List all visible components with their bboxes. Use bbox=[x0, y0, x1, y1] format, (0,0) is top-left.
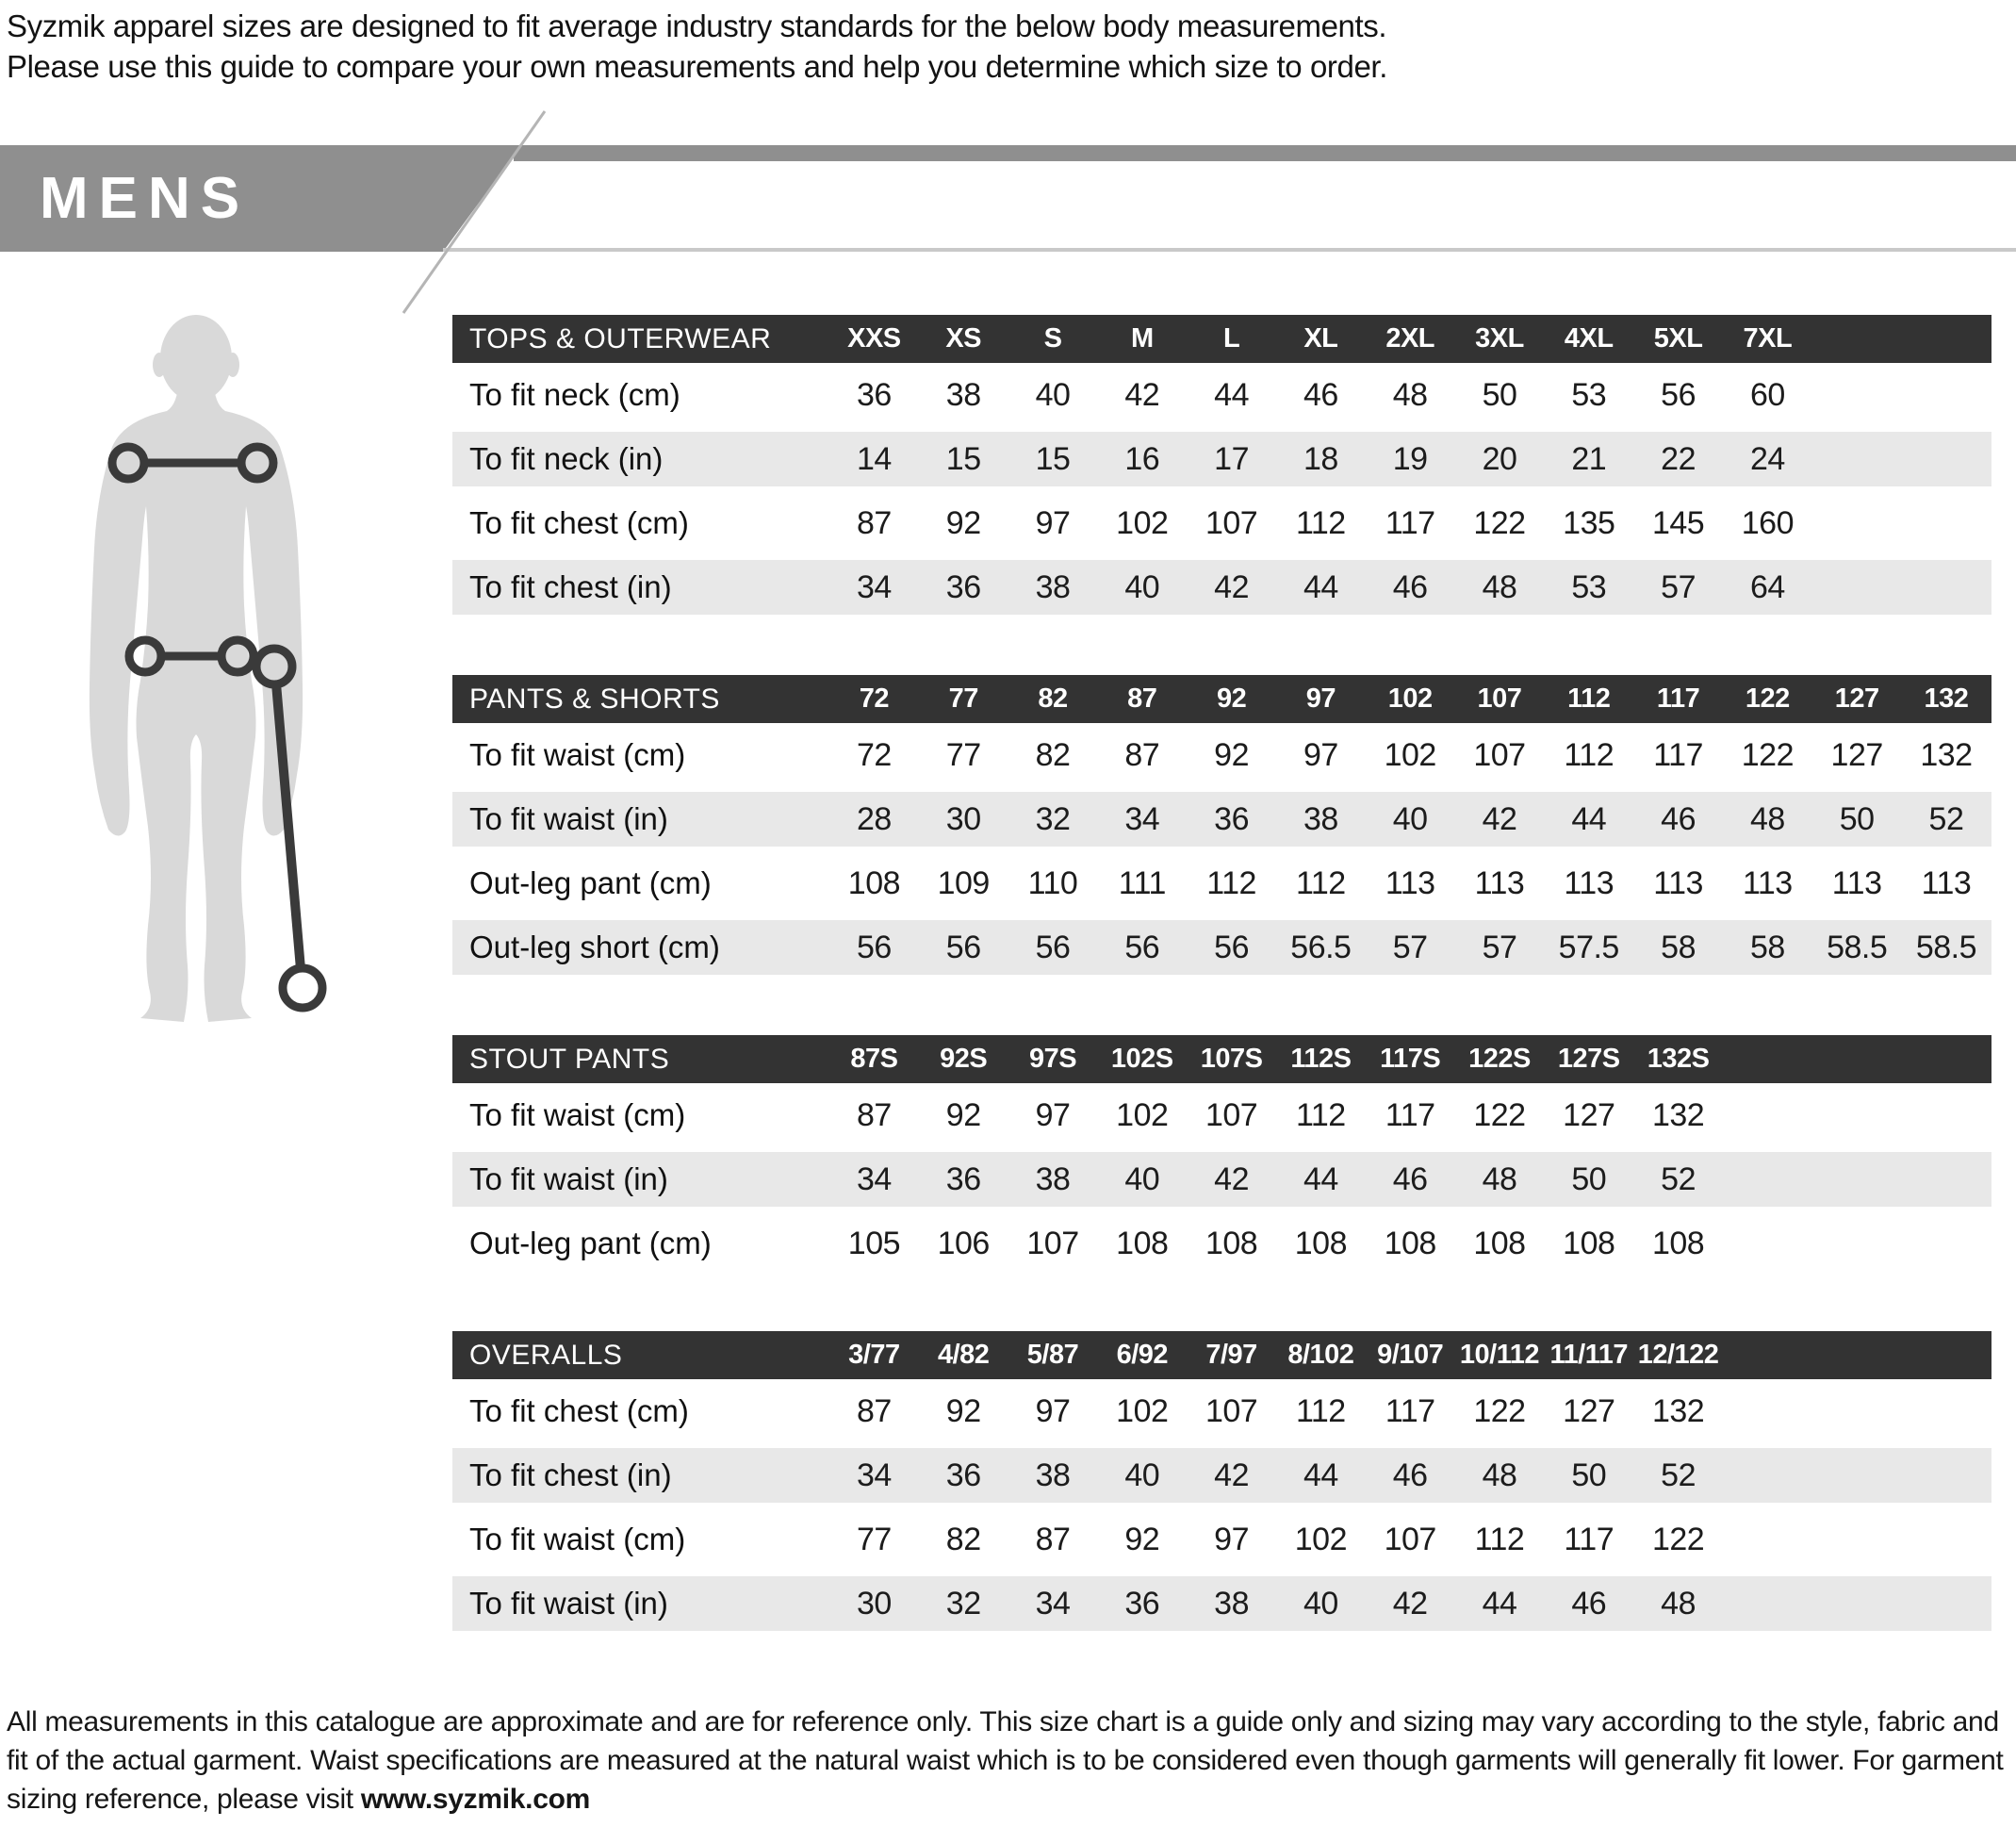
value-cell: 56 bbox=[1214, 929, 1249, 965]
table-row bbox=[452, 1443, 1991, 1507]
size-column-header: 9/107 bbox=[1377, 1340, 1444, 1370]
size-column-header: 3XL bbox=[1475, 323, 1524, 354]
size-column-header: XL bbox=[1303, 323, 1338, 354]
value-cell: 56 bbox=[945, 929, 981, 965]
value-cell: 40 bbox=[1392, 800, 1428, 837]
value-cell: 108 bbox=[847, 864, 901, 901]
value-cell: 111 bbox=[1118, 864, 1166, 901]
size-column-header: 77 bbox=[948, 683, 978, 714]
row-label: To fit chest (in) bbox=[469, 1457, 672, 1492]
value-cell: 30 bbox=[945, 800, 981, 837]
value-cell: 117 bbox=[1385, 1096, 1435, 1133]
size-table-pants-shorts bbox=[452, 675, 1991, 979]
value-cell: 36 bbox=[1214, 800, 1249, 837]
value-cell: 14 bbox=[856, 440, 892, 477]
mens-body-silhouette bbox=[80, 313, 457, 1029]
value-cell: 15 bbox=[1035, 440, 1071, 477]
value-cell: 112 bbox=[1296, 1392, 1346, 1429]
value-cell: 38 bbox=[1035, 1160, 1071, 1197]
value-cell: 46 bbox=[1392, 568, 1428, 605]
value-cell: 122 bbox=[1473, 1392, 1526, 1429]
value-cell: 107 bbox=[1473, 736, 1526, 773]
size-tables bbox=[452, 315, 1991, 1691]
size-column-header: 87S bbox=[850, 1044, 898, 1074]
value-cell: 38 bbox=[1035, 1457, 1071, 1493]
value-cell: 21 bbox=[1571, 440, 1607, 477]
size-column-header: 92 bbox=[1216, 683, 1247, 714]
value-cell: 77 bbox=[856, 1521, 892, 1557]
size-column-header: 3/77 bbox=[848, 1340, 900, 1370]
value-cell: 72 bbox=[856, 736, 892, 773]
value-cell: 46 bbox=[1392, 1457, 1428, 1493]
size-column-header: 97S bbox=[1028, 1044, 1077, 1074]
size-column-header: M bbox=[1130, 323, 1154, 354]
value-cell: 48 bbox=[1482, 1160, 1517, 1197]
value-cell: 108 bbox=[1205, 1225, 1258, 1261]
value-cell: 102 bbox=[1116, 1096, 1169, 1133]
value-cell: 82 bbox=[1035, 736, 1071, 773]
row-label: To fit waist (in) bbox=[469, 801, 668, 836]
size-column-header: 122 bbox=[1745, 683, 1790, 714]
website-url: www.syzmik.com bbox=[360, 1784, 591, 1815]
value-cell: 92 bbox=[945, 1096, 981, 1133]
row-label: To fit waist (in) bbox=[469, 1586, 668, 1621]
table-row bbox=[452, 1379, 1991, 1443]
size-column-header: 8/102 bbox=[1287, 1340, 1354, 1370]
value-cell: 113 bbox=[1743, 864, 1793, 901]
banner-graphics bbox=[0, 145, 2016, 252]
row-label: To fit waist (cm) bbox=[469, 1097, 686, 1132]
table-row bbox=[452, 915, 1991, 979]
row-label: To fit chest (in) bbox=[469, 569, 672, 604]
size-column-header: XXS bbox=[847, 323, 901, 354]
value-cell: 44 bbox=[1571, 800, 1607, 837]
value-cell: 44 bbox=[1303, 1160, 1338, 1197]
size-column-header: 6/92 bbox=[1116, 1340, 1169, 1370]
mens-banner bbox=[0, 145, 2016, 252]
value-cell: 132 bbox=[1651, 1392, 1705, 1429]
size-column-header: 127 bbox=[1834, 683, 1879, 714]
value-cell: 87 bbox=[1035, 1521, 1071, 1557]
value-cell: 38 bbox=[1303, 800, 1338, 837]
value-cell: 117 bbox=[1653, 736, 1703, 773]
value-cell: 42 bbox=[1124, 376, 1160, 413]
value-cell: 50 bbox=[1571, 1160, 1607, 1197]
value-cell: 32 bbox=[945, 1585, 981, 1621]
size-column-header: 127S bbox=[1557, 1044, 1620, 1074]
table-row bbox=[452, 787, 1991, 851]
row-label: To fit waist (in) bbox=[469, 1161, 668, 1196]
table-header-row bbox=[452, 675, 1991, 723]
size-column-header: 2XL bbox=[1385, 323, 1435, 354]
value-cell: 48 bbox=[1482, 1457, 1517, 1493]
value-cell: 113 bbox=[1921, 864, 1972, 901]
size-column-header: XS bbox=[945, 323, 982, 354]
value-cell: 40 bbox=[1124, 1160, 1160, 1197]
size-column-header: 107S bbox=[1200, 1044, 1263, 1074]
table-row bbox=[452, 1083, 1991, 1147]
value-cell: 57 bbox=[1482, 929, 1517, 965]
size-column-header: 72 bbox=[859, 683, 890, 714]
value-cell: 20 bbox=[1482, 440, 1517, 477]
size-column-header: 87 bbox=[1127, 683, 1157, 714]
value-cell: 108 bbox=[1563, 1225, 1615, 1261]
size-column-header: 4/82 bbox=[937, 1340, 990, 1370]
value-cell: 42 bbox=[1482, 800, 1517, 837]
row-label: Out-leg pant (cm) bbox=[469, 865, 712, 900]
intro-text bbox=[7, 6, 1387, 87]
value-cell: 46 bbox=[1571, 1585, 1607, 1621]
table-title: STOUT PANTS bbox=[469, 1043, 670, 1075]
value-cell: 92 bbox=[1214, 736, 1249, 773]
value-cell: 127 bbox=[1563, 1392, 1615, 1429]
value-cell: 56 bbox=[1124, 929, 1160, 965]
value-cell: 87 bbox=[1124, 736, 1160, 773]
value-cell: 52 bbox=[1661, 1160, 1696, 1197]
value-cell: 102 bbox=[1384, 736, 1436, 773]
row-label: Out-leg pant (cm) bbox=[469, 1226, 712, 1260]
table-title: TOPS & OUTERWEAR bbox=[469, 322, 772, 354]
value-cell: 22 bbox=[1661, 440, 1696, 477]
value-cell: 112 bbox=[1296, 504, 1346, 541]
intro-line-1: Syzmik apparel sizes are designed to fit average industry standards for the below body measurements. bbox=[7, 8, 1387, 43]
value-cell: 24 bbox=[1749, 440, 1785, 477]
table-header-row bbox=[452, 315, 1991, 363]
value-cell: 113 bbox=[1831, 864, 1882, 901]
value-cell: 42 bbox=[1214, 1160, 1249, 1197]
table-header-row bbox=[452, 1035, 1991, 1083]
row-label: To fit waist (cm) bbox=[469, 737, 686, 772]
value-cell: 108 bbox=[1651, 1225, 1705, 1261]
value-cell: 87 bbox=[856, 504, 892, 541]
value-cell: 15 bbox=[945, 440, 981, 477]
value-cell: 97 bbox=[1214, 1521, 1249, 1557]
banner-bottom-rule bbox=[443, 248, 2016, 252]
value-cell: 107 bbox=[1205, 504, 1258, 541]
size-column-header: 10/112 bbox=[1459, 1340, 1540, 1370]
value-cell: 97 bbox=[1303, 736, 1338, 773]
table-row bbox=[452, 1211, 1991, 1276]
row-label: To fit chest (cm) bbox=[469, 505, 689, 540]
value-cell: 112 bbox=[1296, 1096, 1346, 1133]
row-label: Out-leg short (cm) bbox=[469, 930, 720, 964]
row-label: To fit neck (cm) bbox=[469, 377, 680, 412]
value-cell: 82 bbox=[945, 1521, 981, 1557]
size-table-stout-pants bbox=[452, 1035, 1991, 1276]
value-cell: 50 bbox=[1839, 800, 1875, 837]
value-cell: 48 bbox=[1661, 1585, 1696, 1621]
value-cell: 48 bbox=[1392, 376, 1428, 413]
row-label: To fit waist (cm) bbox=[469, 1522, 686, 1556]
value-cell: 40 bbox=[1035, 376, 1071, 413]
value-cell: 34 bbox=[856, 1457, 892, 1493]
table-row bbox=[452, 427, 1991, 491]
value-cell: 58.5 bbox=[1915, 929, 1977, 965]
size-column-header: 132S bbox=[1647, 1044, 1710, 1074]
table-row bbox=[452, 491, 1991, 555]
value-cell: 36 bbox=[1124, 1585, 1160, 1621]
value-cell: 42 bbox=[1392, 1585, 1428, 1621]
disclaimer-body: All measurements in this catalogue are approximate and are for reference only. This size chart is a guide only and sizing may vary according to the style, fabric and fit of the actual garment. Waist specifications are measured at the natural waist which is to be considered even though garments will generally fit lower. For garment sizing reference, please visit bbox=[7, 1706, 2004, 1815]
value-cell: 46 bbox=[1661, 800, 1696, 837]
value-cell: 46 bbox=[1392, 1160, 1428, 1197]
value-cell: 44 bbox=[1303, 568, 1338, 605]
table-row bbox=[452, 363, 1991, 427]
size-column-header: 102S bbox=[1110, 1044, 1173, 1074]
value-cell: 109 bbox=[937, 864, 990, 901]
value-cell: 40 bbox=[1303, 1585, 1338, 1621]
value-cell: 112 bbox=[1474, 1521, 1525, 1557]
value-cell: 97 bbox=[1035, 504, 1071, 541]
table-title: OVERALLS bbox=[469, 1339, 623, 1371]
value-cell: 92 bbox=[945, 504, 981, 541]
value-cell: 57 bbox=[1392, 929, 1428, 965]
value-cell: 107 bbox=[1205, 1392, 1258, 1429]
value-cell: 58 bbox=[1749, 929, 1785, 965]
value-cell: 160 bbox=[1741, 504, 1794, 541]
size-table-overalls bbox=[452, 1331, 1991, 1636]
value-cell: 108 bbox=[1473, 1225, 1526, 1261]
value-cell: 57 bbox=[1661, 568, 1696, 605]
value-cell: 117 bbox=[1385, 504, 1435, 541]
size-column-header: 122S bbox=[1468, 1044, 1531, 1074]
size-column-header: S bbox=[1043, 323, 1062, 354]
value-cell: 92 bbox=[1124, 1521, 1160, 1557]
intro-line-2: Please use this guide to compare your own measurements and help you determine which size to order. bbox=[7, 49, 1387, 84]
value-cell: 102 bbox=[1294, 1521, 1347, 1557]
value-cell: 107 bbox=[1026, 1225, 1079, 1261]
value-cell: 17 bbox=[1214, 440, 1249, 477]
value-cell: 107 bbox=[1384, 1521, 1436, 1557]
size-column-header: 117S bbox=[1380, 1044, 1441, 1074]
value-cell: 57.5 bbox=[1558, 929, 1619, 965]
value-cell: 113 bbox=[1385, 864, 1435, 901]
value-cell: 112 bbox=[1564, 736, 1614, 773]
size-column-header: 112 bbox=[1567, 683, 1611, 714]
value-cell: 56 bbox=[1035, 929, 1071, 965]
table-row bbox=[452, 851, 1991, 915]
value-cell: 64 bbox=[1749, 568, 1785, 605]
value-cell: 38 bbox=[1214, 1585, 1249, 1621]
value-cell: 110 bbox=[1027, 864, 1078, 901]
value-cell: 56.5 bbox=[1290, 929, 1352, 965]
value-cell: 48 bbox=[1749, 800, 1785, 837]
value-cell: 145 bbox=[1651, 504, 1705, 541]
banner-title: MENS bbox=[40, 165, 251, 231]
table-row bbox=[452, 1572, 1991, 1636]
size-column-header: 5XL bbox=[1653, 323, 1703, 354]
value-cell: 97 bbox=[1035, 1392, 1071, 1429]
value-cell: 16 bbox=[1124, 440, 1160, 477]
size-column-header: 107 bbox=[1477, 683, 1522, 714]
value-cell: 36 bbox=[856, 376, 892, 413]
value-cell: 28 bbox=[856, 800, 892, 837]
value-cell: 58.5 bbox=[1827, 929, 1888, 965]
value-cell: 34 bbox=[856, 568, 892, 605]
value-cell: 132 bbox=[1920, 736, 1973, 773]
value-cell: 117 bbox=[1564, 1521, 1614, 1557]
value-cell: 108 bbox=[1116, 1225, 1169, 1261]
value-cell: 52 bbox=[1928, 800, 1964, 837]
value-cell: 108 bbox=[1384, 1225, 1436, 1261]
value-cell: 32 bbox=[1035, 800, 1071, 837]
value-cell: 77 bbox=[945, 736, 981, 773]
size-column-header: 82 bbox=[1038, 683, 1068, 714]
value-cell: 42 bbox=[1214, 1457, 1249, 1493]
size-column-header: 11/117 bbox=[1549, 1340, 1629, 1370]
value-cell: 52 bbox=[1661, 1457, 1696, 1493]
value-cell: 36 bbox=[945, 1457, 981, 1493]
value-cell: 60 bbox=[1749, 376, 1785, 413]
value-cell: 127 bbox=[1563, 1096, 1615, 1133]
table-header-row bbox=[452, 1331, 1991, 1379]
value-cell: 44 bbox=[1303, 1457, 1338, 1493]
table-row bbox=[452, 723, 1991, 787]
value-cell: 56 bbox=[856, 929, 892, 965]
value-cell: 38 bbox=[945, 376, 981, 413]
size-column-header: 7XL bbox=[1743, 323, 1793, 354]
value-cell: 127 bbox=[1830, 736, 1883, 773]
size-column-header: 132 bbox=[1924, 683, 1969, 714]
table-row bbox=[452, 555, 1991, 619]
value-cell: 34 bbox=[1035, 1585, 1071, 1621]
value-cell: 42 bbox=[1214, 568, 1249, 605]
value-cell: 18 bbox=[1303, 440, 1338, 477]
value-cell: 87 bbox=[856, 1392, 892, 1429]
value-cell: 106 bbox=[937, 1225, 990, 1261]
value-cell: 46 bbox=[1303, 376, 1338, 413]
size-column-header: L bbox=[1222, 323, 1240, 354]
value-cell: 44 bbox=[1482, 1585, 1517, 1621]
value-cell: 40 bbox=[1124, 568, 1160, 605]
value-cell: 50 bbox=[1482, 376, 1517, 413]
row-label: To fit chest (cm) bbox=[469, 1393, 689, 1428]
value-cell: 36 bbox=[945, 568, 981, 605]
value-cell: 122 bbox=[1741, 736, 1794, 773]
value-cell: 107 bbox=[1205, 1096, 1258, 1133]
value-cell: 135 bbox=[1563, 504, 1615, 541]
value-cell: 34 bbox=[1124, 800, 1160, 837]
table-row bbox=[452, 1147, 1991, 1211]
value-cell: 113 bbox=[1653, 864, 1703, 901]
value-cell: 112 bbox=[1206, 864, 1256, 901]
table-title: PANTS & SHORTS bbox=[469, 683, 720, 715]
size-column-header: 117 bbox=[1656, 683, 1700, 714]
value-cell: 48 bbox=[1482, 568, 1517, 605]
value-cell: 122 bbox=[1473, 504, 1526, 541]
size-column-header: 112S bbox=[1290, 1044, 1352, 1074]
value-cell: 113 bbox=[1474, 864, 1525, 901]
value-cell: 117 bbox=[1385, 1392, 1435, 1429]
value-cell: 122 bbox=[1651, 1521, 1705, 1557]
value-cell: 102 bbox=[1116, 504, 1169, 541]
size-column-header: 97 bbox=[1305, 683, 1336, 714]
size-column-header: 92S bbox=[940, 1044, 988, 1074]
table-row bbox=[452, 1507, 1991, 1572]
value-cell: 44 bbox=[1214, 376, 1249, 413]
value-cell: 19 bbox=[1392, 440, 1428, 477]
value-cell: 102 bbox=[1116, 1392, 1169, 1429]
silhouette-shape bbox=[90, 315, 303, 1022]
value-cell: 30 bbox=[856, 1585, 892, 1621]
size-column-header: 12/122 bbox=[1637, 1340, 1719, 1370]
value-cell: 58 bbox=[1661, 929, 1696, 965]
size-column-header: 102 bbox=[1387, 683, 1433, 714]
value-cell: 34 bbox=[856, 1160, 892, 1197]
value-cell: 53 bbox=[1571, 568, 1607, 605]
value-cell: 40 bbox=[1124, 1457, 1160, 1493]
disclaimer-text bbox=[7, 1703, 2012, 1819]
value-cell: 56 bbox=[1661, 376, 1696, 413]
value-cell: 87 bbox=[856, 1096, 892, 1133]
banner-top-strip bbox=[514, 145, 2016, 161]
size-table-tops-outerwear bbox=[452, 315, 1991, 619]
size-column-header: 5/87 bbox=[1026, 1340, 1079, 1370]
value-cell: 105 bbox=[847, 1225, 901, 1261]
value-cell: 108 bbox=[1294, 1225, 1347, 1261]
size-column-header: 4XL bbox=[1564, 323, 1614, 354]
value-cell: 53 bbox=[1571, 376, 1607, 413]
value-cell: 122 bbox=[1473, 1096, 1526, 1133]
value-cell: 50 bbox=[1571, 1457, 1607, 1493]
value-cell: 132 bbox=[1651, 1096, 1705, 1133]
value-cell: 36 bbox=[945, 1160, 981, 1197]
value-cell: 97 bbox=[1035, 1096, 1071, 1133]
value-cell: 113 bbox=[1564, 864, 1614, 901]
value-cell: 38 bbox=[1035, 568, 1071, 605]
value-cell: 92 bbox=[945, 1392, 981, 1429]
value-cell: 112 bbox=[1296, 864, 1346, 901]
size-column-header: 7/97 bbox=[1205, 1340, 1257, 1370]
row-label: To fit neck (in) bbox=[469, 441, 664, 476]
